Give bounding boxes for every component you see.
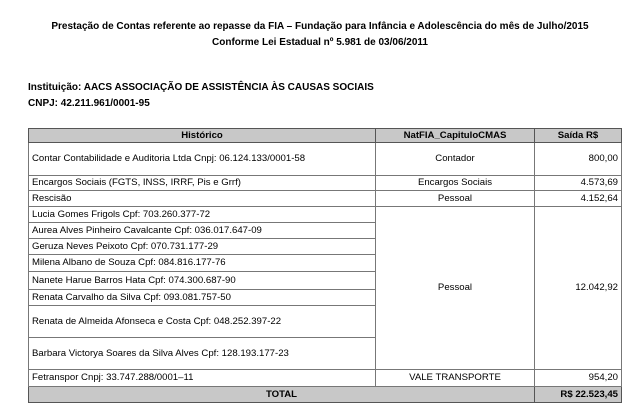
natfia-cell: Contador <box>376 143 535 176</box>
staff-cell: Barbara Victorya Soares da Silva Alves Cpf: 128.193.177-23 <box>29 338 376 370</box>
table-row <box>29 176 622 191</box>
saida-cell: 800,00 <box>535 143 622 176</box>
institution-name: Instituição: AACS ASSOCIAÇÃO DE ASSISTÊNCIA ÀS CAUSAS SOCIAIS <box>28 82 374 93</box>
report-subtitle: Conforme Lei Estadual nº 5.981 de 03/06/2011 <box>212 37 428 48</box>
staff-cell: Nanete Harue Barros Hata Cpf: 074.300.687-90 <box>29 272 376 290</box>
staff-natfia-cell: Pessoal <box>376 207 535 370</box>
accounts-table <box>28 128 622 403</box>
staff-cell: Renata Carvalho da Silva Cpf: 093.081.757-50 <box>29 290 376 306</box>
staff-cell: Aurea Alves Pinheiro Cavalcante Cpf: 036.017.647-09 <box>29 223 376 239</box>
total-label: TOTAL <box>29 387 535 403</box>
historico-cell: Contar Contabilidade e Auditoria Ltda Cnpj: 06.124.133/0001-58 <box>29 143 376 176</box>
column-header-saida: Saída R$ <box>535 129 622 143</box>
total-value: R$ 22.523,45 <box>535 387 622 403</box>
table-row <box>29 143 622 176</box>
institution-cnpj: CNPJ: 42.211.961/0001-95 <box>28 98 150 109</box>
table-row <box>29 370 622 387</box>
natfia-cell: Pessoal <box>376 191 535 207</box>
saida-cell: 4.152,64 <box>535 191 622 207</box>
staff-cell: Lucia Gomes Frigols Cpf: 703.260.377-72 <box>29 207 376 223</box>
historico-cell: Encargos Sociais (FGTS, INSS, IRRF, Pis e Grrf) <box>29 176 376 191</box>
staff-cell: Geruza Neves Peixoto Cpf: 070.731.177-29 <box>29 239 376 255</box>
report-title: Prestação de Contas referente ao repasse da FIA – Fundação para Infância e Adolescência do mês de Julho/2015 <box>51 21 589 32</box>
table-header-row <box>29 129 622 143</box>
column-header-natfia: NatFIA_CapituloCMAS <box>376 129 535 143</box>
column-header-historico: Histórico <box>29 129 376 143</box>
historico-cell: Fetranspor Cnpj: 33.747.288/0001–11 <box>29 370 376 387</box>
staff-cell: Renata de Almeida Afonseca e Costa Cpf: 048.252.397-22 <box>29 306 376 338</box>
natfia-cell: Encargos Sociais <box>376 176 535 191</box>
natfia-cell: VALE TRANSPORTE <box>376 370 535 387</box>
table-row <box>29 191 622 207</box>
staff-row <box>29 207 622 223</box>
historico-cell: Rescisão <box>29 191 376 207</box>
total-row <box>29 387 622 403</box>
saida-cell: 4.573,69 <box>535 176 622 191</box>
saida-cell: 954,20 <box>535 370 622 387</box>
staff-saida-cell: 12.042,92 <box>535 207 622 370</box>
staff-cell: Milena Albano de Souza Cpf: 084.816.177-76 <box>29 255 376 272</box>
